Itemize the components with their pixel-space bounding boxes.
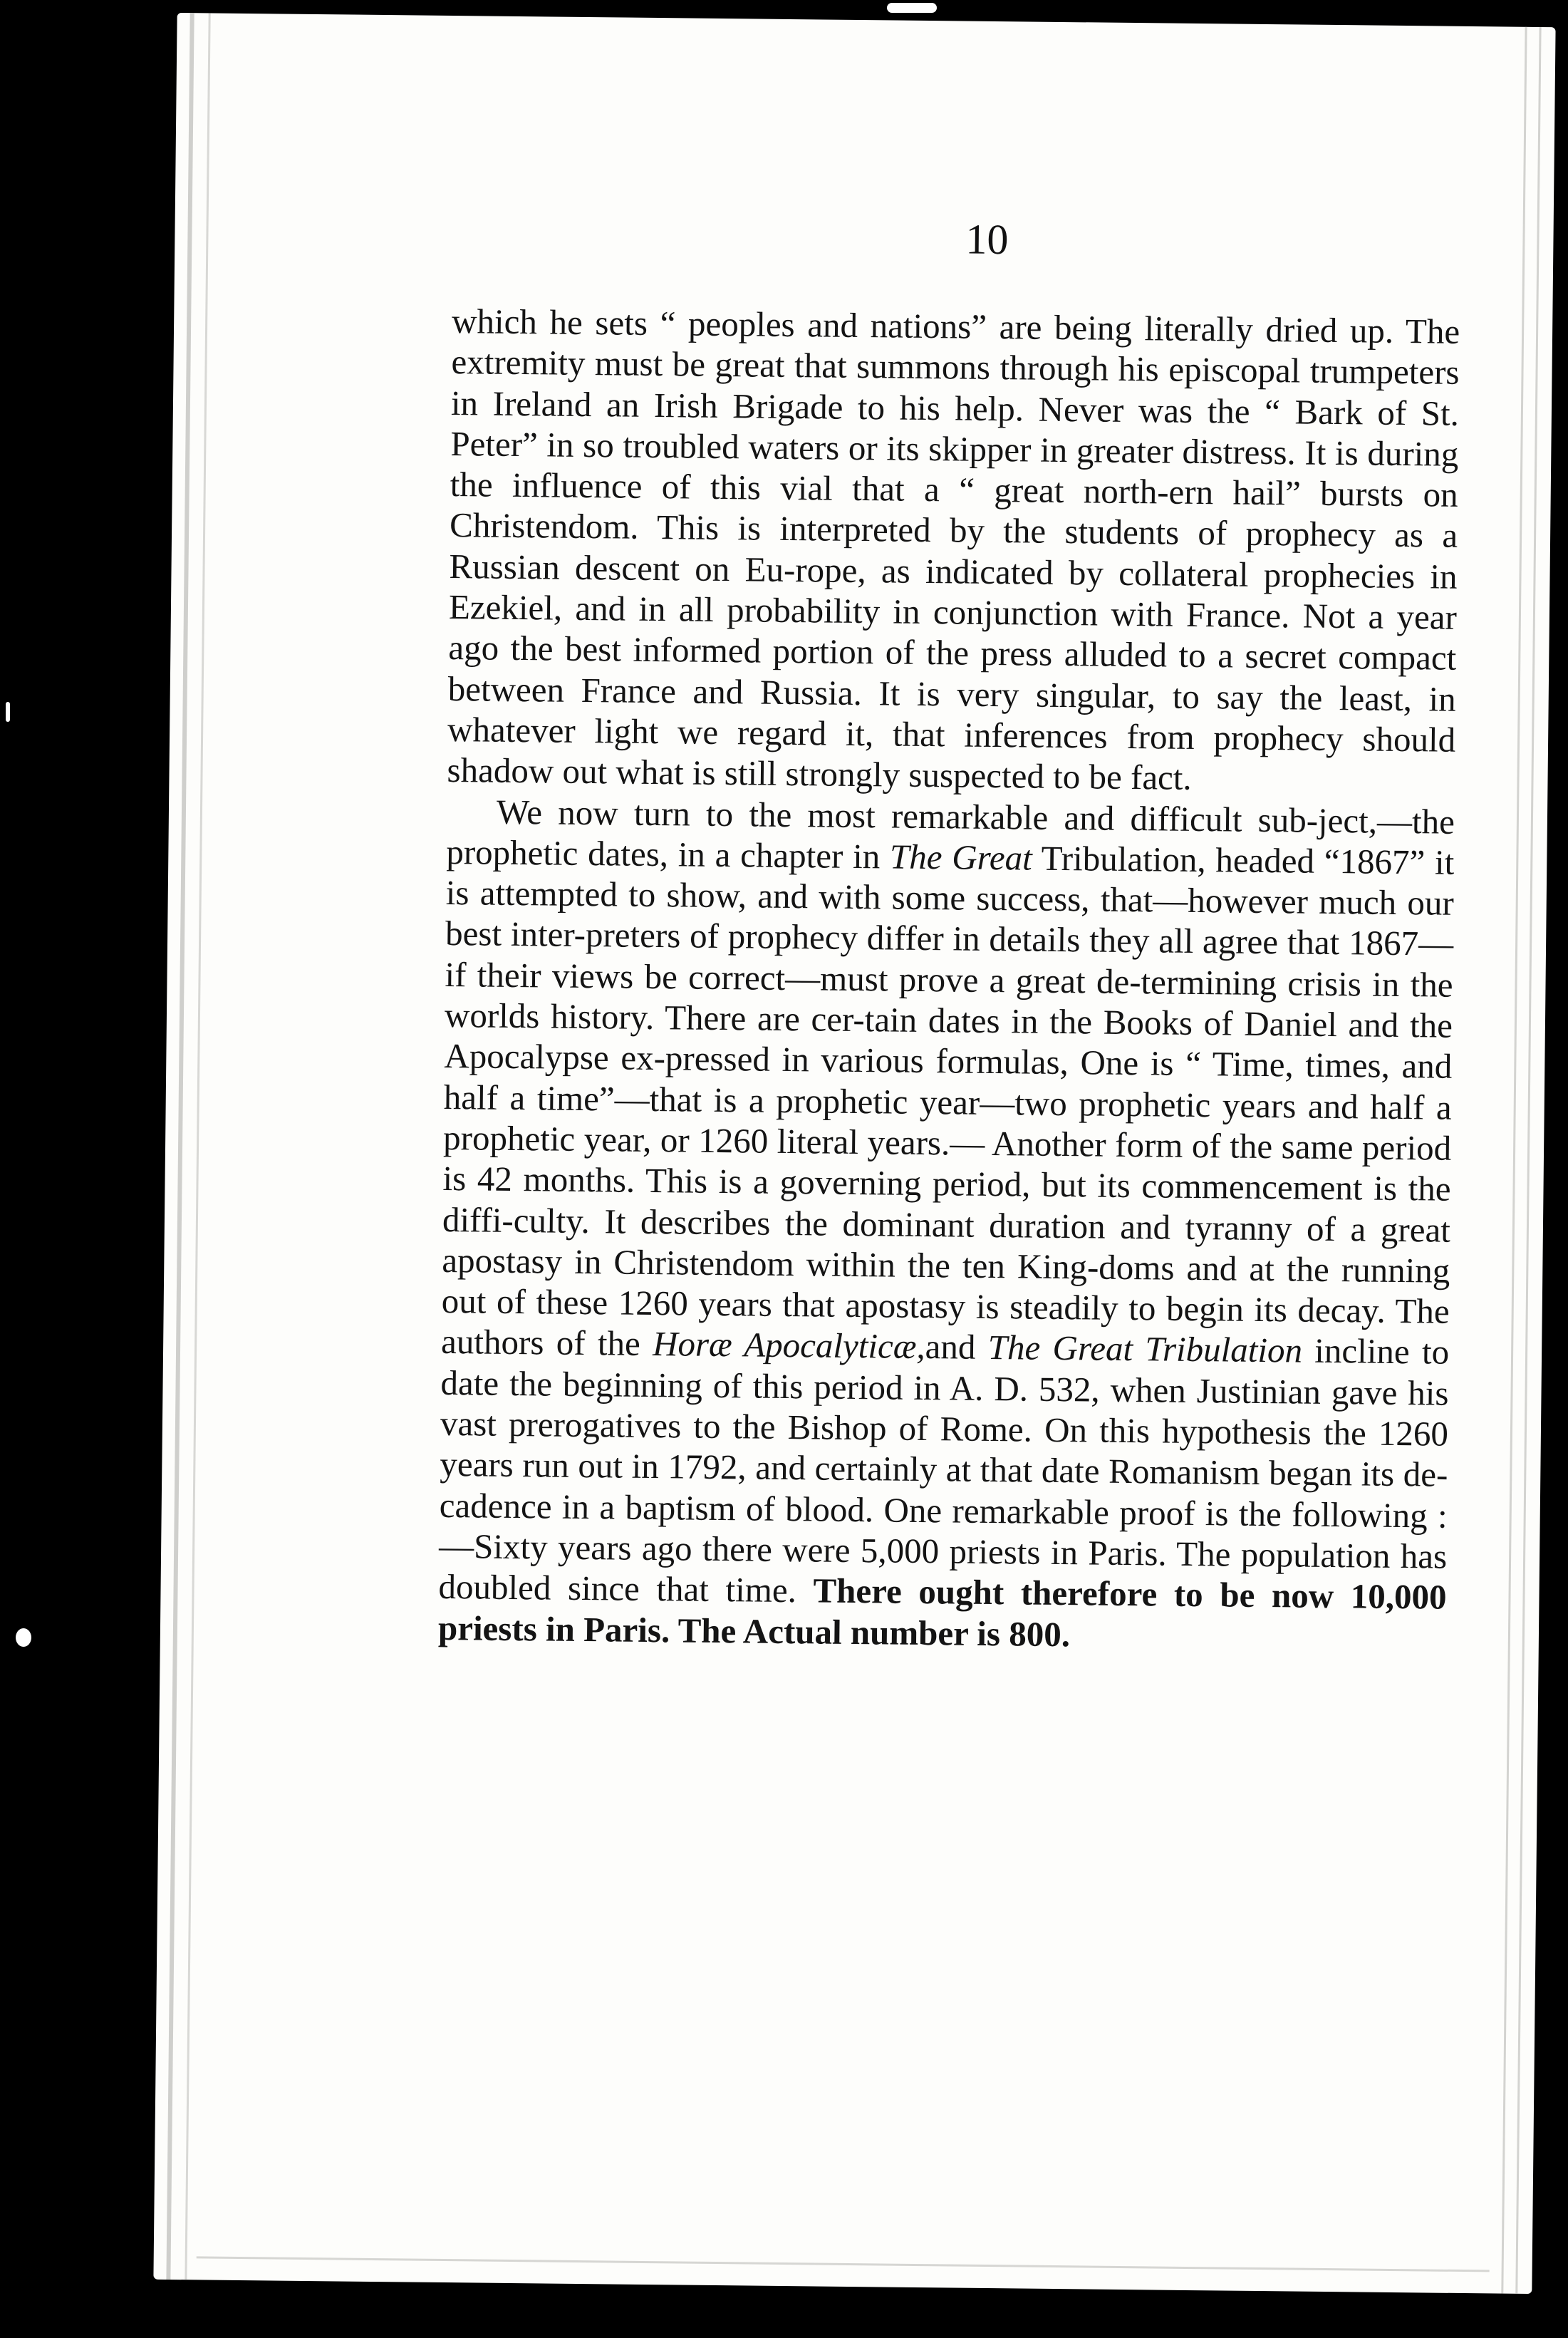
page-edge-right xyxy=(1501,27,1527,2294)
italic-title-great-tribulation: The Great Tribulation xyxy=(987,1328,1303,1371)
paragraph-2-bold-ending: There ought therefore to be now 10,000 priests in Paris. The Actual number is 800. xyxy=(437,1571,1447,1654)
paragraph-2 xyxy=(438,791,1455,1659)
paragraph-1: which he sets “ peoples and nations” are being literally dried up. The extremity must be great that summons through his episcopal trumpeters in Ireland an Irish Brigade to his help. Never was the “ Bark of St. Peter” in so troubled waters or its skipper in greater distress. It is during the influence of this vial that a “ great north-ern hail” bursts on Christendom. This is interpreted by the students of prophecy as a Russian descent on Eu-rope, as indicated by collateral prophecies in Ezekiel, and in all probability in conjunction with France. Not a year ago the best informed portion of the press alluded to a secret compact between France and Russia. It is very singular, to say the least, in whatever light we regard it, that inferences from prophecy should shadow out what is still strongly suspected to be fact. xyxy=(447,301,1460,798)
italic-title-horae-apocalypticae: Horæ Apocalyticæ, xyxy=(652,1324,925,1367)
paragraph-2-text-conjunction: and xyxy=(925,1327,989,1367)
scan-speck xyxy=(16,1628,31,1647)
scan-speck xyxy=(6,702,10,722)
page-edge-bottom xyxy=(197,2256,1490,2272)
book-page xyxy=(153,13,1555,2294)
italic-title-great-tribulation-part: The Great xyxy=(889,837,1033,878)
paragraph-2-text-end: incline to date the beginning of this period in A. D. 532, when Justinian gave his vast prerogatives to the Bishop of Rome. On this hypothesis the 1260 years run out in 1792, and certainly at that date Romanism began its de-cadence in a baptism of blood. One remarkable proof is the following :—Sixty years ago there were 5,000 priests in Paris. The population has doubled since that time. xyxy=(438,1331,1450,1610)
paragraph-2-text-start: We now turn to the most remarkable and difficult sub-ject,—the prophetic dates, in a chapter in xyxy=(446,792,1455,876)
page-number: 10 xyxy=(965,215,1009,264)
scan-speck xyxy=(887,3,937,13)
paragraph-2-text-middle: Tribulation, headed “1867” it is attempted to show, and with some success, that—however much our best inter-preters of prophecy differ in details they all agree that 1867—if their views be correct—must prove a great de-termining crisis in the worlds history. There are cer-tain dates in the Books of Daniel and the Apocalypse ex-pressed in various formulas, One is “ Time, times, and half a time”—that is a prophetic year—two prophetic years and half a prophetic year, or 1260 literal years.— Another form of the same period is 42 months. This is a governing period, but its commencement is the diffi-culty. It describes the dominant duration and tyranny of a great apostasy in Christendom within the ten King-doms and at the running out of these 1260 years that apostasy is steadily to begin its decay. The authors of the xyxy=(440,838,1455,1364)
page-edge-right-outer xyxy=(1515,27,1541,2294)
body-text xyxy=(438,301,1460,1659)
